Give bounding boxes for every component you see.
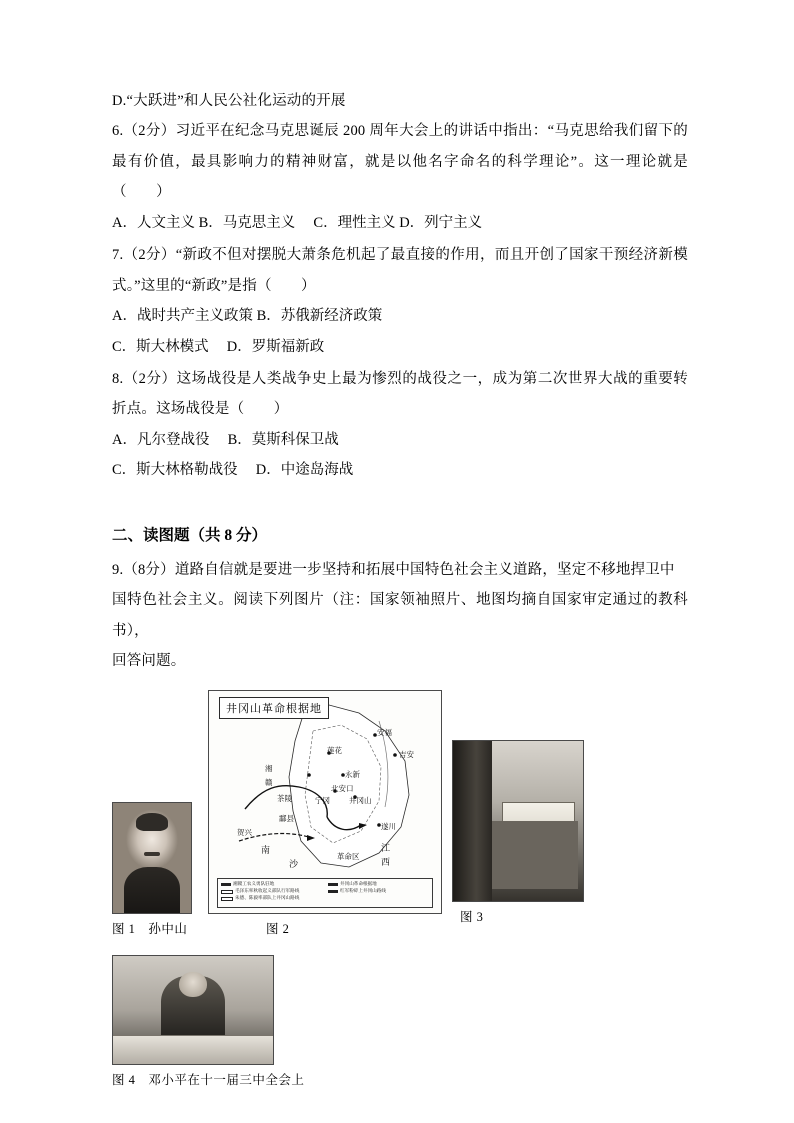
map-label-xiang: 湘 — [265, 764, 273, 774]
map-graphic — [209, 691, 441, 913]
map-label-lianhua: 莲花 — [327, 746, 342, 756]
figure-1-caption: 图 1 孙中山 — [112, 922, 188, 937]
map-label-suichuan: 遂川 — [381, 822, 396, 832]
map-label-gan: 赣 — [265, 778, 273, 788]
question-7-stem: 7.（2分）“新政不但对摆脱大萧条危机起了最直接的作用，而且开创了国家干预经济新模式。”这里的“新政”是指（ ） — [112, 247, 688, 294]
map-legend-item — [221, 895, 322, 902]
question-7-options-row-1: A．战时共产主义政策 B．苏俄新经济政策 — [112, 308, 383, 325]
map-legend-label: 井冈山革命根据地 — [340, 881, 377, 887]
moustache-shape — [144, 852, 160, 856]
question-8 — [112, 364, 688, 486]
map-label-yongxin: 永新 — [345, 770, 360, 780]
map-legend-col-2 — [328, 881, 429, 905]
map-label-jiang: 江 — [381, 843, 393, 854]
question-6-options: A．人文主义 B．马克思主义 C．理性主义 D．列宁主义 — [112, 214, 483, 231]
map-label-revolution-area: 革命区 — [337, 852, 360, 862]
hair-shape — [136, 813, 167, 831]
question-6 — [112, 116, 688, 238]
question-6-stem: 6.（2分）习近平在纪念马克思诞辰 200 周年大会上的讲话中指出：“马克思给我们留下的最有价值，最具影响力的精神财富，就是以他名字命名的科学理论”。这一理论就是（ ） — [112, 123, 688, 201]
figure-3-caption: 图 3 — [460, 910, 484, 925]
map-title: 井冈山革命根据地 — [219, 697, 329, 719]
map-legend-label: 湘赣工农义勇队驻地 — [233, 881, 275, 887]
figure-1 — [112, 802, 192, 937]
meeting-photo-icon — [453, 741, 583, 901]
map-label-lingxian: 酃县 — [279, 814, 294, 824]
figure-2-image — [208, 690, 442, 914]
figure-4-caption: 图 4 邓小平在十一届三中全会上 — [112, 1073, 305, 1088]
map-legend-label: 朱德、陈毅率部队上井冈山路线 — [235, 895, 300, 901]
map-label-nan: 南 — [261, 845, 273, 856]
legend-swatch-icon — [221, 897, 233, 901]
figure-1-image — [112, 802, 192, 914]
legend-swatch-icon — [328, 883, 338, 886]
legend-swatch-icon — [328, 890, 338, 893]
question-8-options-row-1: A．凡尔登战役 B．莫斯科保卫战 — [112, 431, 339, 448]
section-title: 二、读图题（共 8 分） — [112, 526, 268, 544]
legend-swatch-icon — [221, 883, 231, 886]
figure-2-caption: 图 2 — [266, 922, 290, 937]
question-9 — [112, 555, 688, 677]
question-8-options-row-2: C．斯大林格勒战役 D．中途岛海战 — [112, 462, 354, 479]
figure-4 — [112, 955, 304, 1088]
crowd-shape — [492, 821, 578, 888]
map-label-chaling: 茶陵 — [277, 794, 292, 804]
portrait-icon — [113, 803, 191, 913]
map-legend-label: 毛泽东率秋收起义部队行军路线 — [235, 888, 300, 894]
map-legend-item — [328, 888, 429, 895]
map-legend-label: 红军粉碎上井冈山路线 — [340, 888, 386, 894]
question-5-option-d: D.“大跃进”和人民公社化运动的开展 — [112, 93, 346, 109]
desk-shape — [113, 1035, 273, 1064]
figure-3-image — [452, 740, 584, 902]
map-legend — [217, 878, 433, 908]
figure-4-image — [112, 955, 274, 1065]
map-label-ninggang: 宁冈 — [315, 796, 330, 806]
question-9-line-2: 国特色社会主义。阅读下列图片（注：国家领袖照片、地图均摘自国家审定通过的教科书）， — [112, 592, 688, 639]
legend-swatch-icon — [221, 890, 233, 894]
map-label-anfu: 安福 — [377, 728, 392, 738]
document-content — [112, 86, 688, 1088]
map-label-hexing: 贺兴 — [237, 828, 252, 838]
question-9-line-3: 回答问题。 — [112, 653, 186, 669]
figure-2 — [208, 690, 442, 937]
map-label-jian: 吉安 — [399, 750, 414, 760]
question-8-stem: 8.（2分）这场战役是人类战争史上最为惨烈的战役之一，成为第二次世界大战的重要转折点。这场战役是（ ） — [112, 370, 688, 418]
figure-3 — [452, 740, 584, 925]
question-7-options-row-2: C．斯大林模式 D．罗斯福新政 — [112, 338, 325, 355]
figure-group — [112, 690, 688, 1088]
question-9-line-1: 9.（8分）道路自信就是要进一步坚持和拓展中国特色社会主义道路，坚定不移地捍卫中 — [112, 561, 675, 578]
map-label-jinggangshan: 井冈山 — [349, 796, 372, 806]
curtain-shape — [453, 741, 492, 901]
map-label-beiankou: 北安口 — [331, 784, 354, 794]
map-label-xi: 西 — [381, 857, 393, 868]
question-7 — [112, 240, 688, 362]
map-label-sha: 沙 — [289, 859, 301, 870]
map-legend-col-1 — [221, 881, 322, 905]
deng-photo-icon — [113, 956, 273, 1064]
